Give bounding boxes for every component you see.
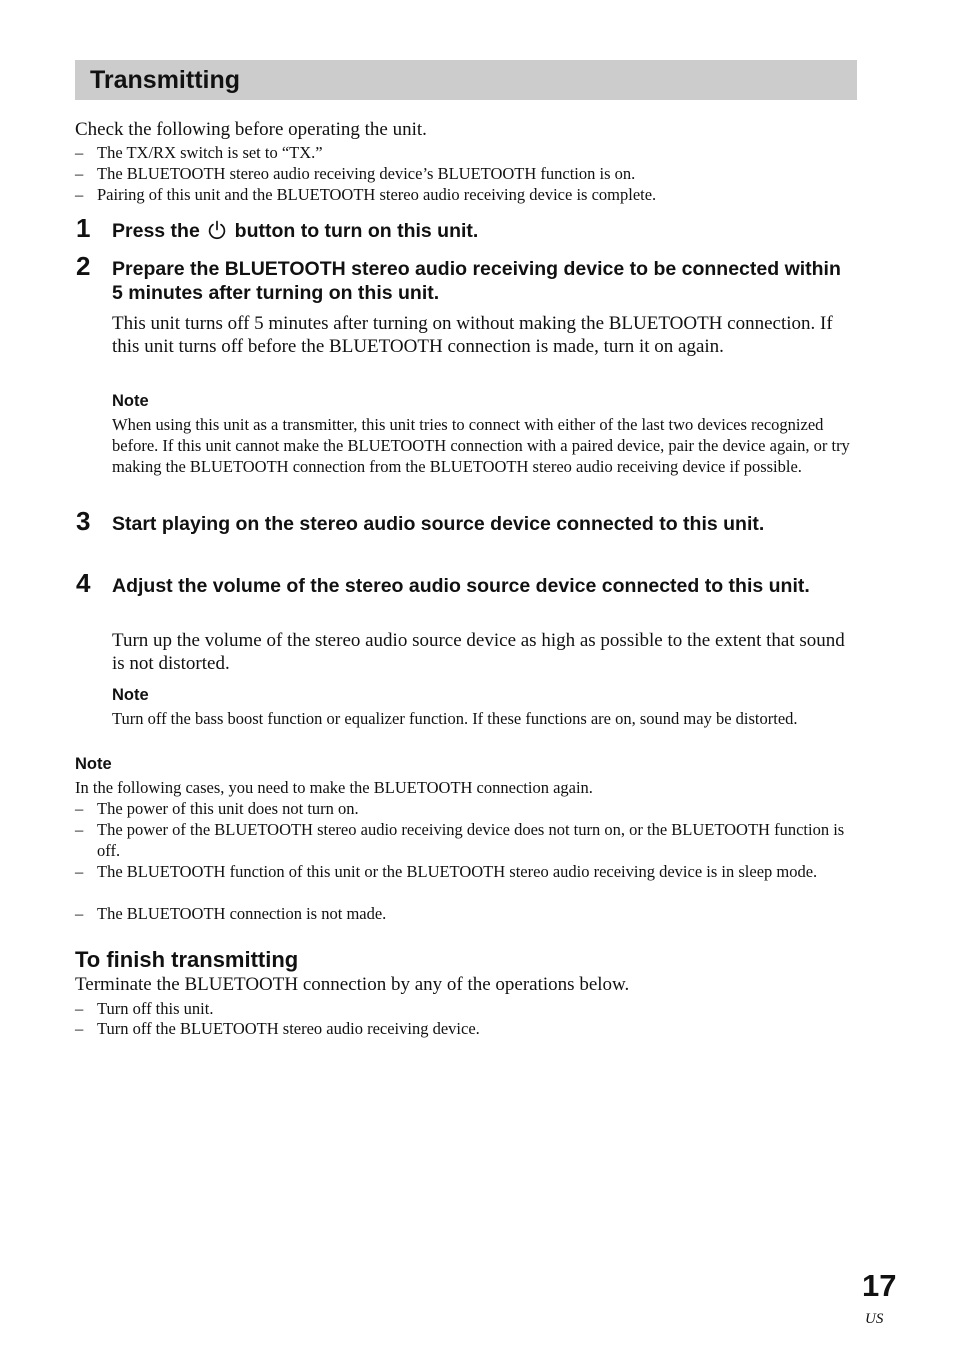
step-2-note-label: Note (112, 392, 149, 410)
dash-bullet: – (75, 904, 84, 923)
step-3-number: 3 (76, 506, 91, 536)
general-note-list-item (75, 861, 855, 882)
step-2-body: This unit turns off 5 minutes after turning on without making the BLUETOOTH connection. If this unit turns off before the BLUETOOTH connection is made, turn it on again. (112, 313, 833, 357)
dash-bullet: – (75, 1019, 84, 1038)
step-3-heading: Start playing on the stereo audio source device connected to this unit. (112, 513, 765, 535)
page-number: 17 (862, 1268, 897, 1303)
general-note-list-item-text: The BLUETOOTH function of this unit or the BLUETOOTH stereo audio receiving device is in sleep mode. (97, 862, 818, 881)
step-4-note-text: Turn off the bass boost function or equalizer function. If these functions are on, sound may be distorted. (112, 709, 798, 728)
dash-bullet: – (75, 164, 84, 183)
step-2-number: 2 (76, 251, 91, 281)
section-header-bar (75, 60, 857, 100)
general-note-lead: In the following cases, you need to make the BLUETOOTH connection again. (75, 778, 593, 797)
general-note-list-item (75, 798, 865, 819)
intro-lead: Check the following before operating the unit. (75, 119, 427, 140)
intro-list-item-text: Pairing of this unit and the BLUETOOTH stereo audio receiving device is complete. (97, 185, 657, 204)
dash-bullet: – (75, 999, 84, 1018)
dash-bullet: – (75, 799, 84, 818)
finish-list-item (75, 1018, 865, 1039)
step-1-heading (112, 219, 857, 246)
intro-list-item-text: The TX/RX switch is set to “TX.” (97, 143, 323, 162)
finish-list-item-text: Turn off this unit. (97, 999, 214, 1018)
step-1-heading-before: Press the (112, 220, 200, 242)
step-4-number: 4 (76, 568, 91, 598)
general-note-list-item (75, 819, 855, 861)
dash-bullet: – (75, 185, 84, 204)
step-2-note-text: When using this unit as a transmitter, this unit tries to connect with either of the last two devices recognized before. If this unit cannot make the BLUETOOTH connection with a paired device, pair the device again, or try making the BLUETOOTH connection from the BLUETOOTH stereo audio receiving device if possible. (112, 415, 850, 476)
step-4-body: Turn up the volume of the stereo audio source device as high as possible to the extent that sound is not distorted. (112, 630, 845, 674)
page-region-code: US (865, 1311, 884, 1327)
section-title: Transmitting (90, 66, 241, 94)
step-1-heading-after: button to turn on this unit. (234, 220, 479, 242)
finish-lead: Terminate the BLUETOOTH connection by any of the operations below. (75, 974, 630, 995)
step-2-heading: Prepare the BLUETOOTH stereo audio receiving device to be connected within 5 minutes after turning on this unit. (112, 258, 841, 304)
intro-list-item-text: The BLUETOOTH stereo audio receiving device’s BLUETOOTH function is on. (97, 164, 636, 183)
general-note-list-item (75, 903, 865, 924)
dash-bullet: – (75, 862, 84, 881)
intro-list-item (75, 163, 865, 184)
dash-bullet: – (75, 820, 84, 839)
step-4-note-label: Note (112, 686, 149, 704)
finish-title: To finish transmitting (75, 947, 299, 972)
step-4-heading: Adjust the volume of the stereo audio source device connected to this unit. (112, 575, 810, 597)
general-note-list-item-text: The BLUETOOTH connection is not made. (97, 904, 387, 923)
dash-bullet: – (75, 143, 84, 162)
intro-list-item (75, 142, 865, 163)
finish-list-item (75, 998, 865, 1019)
intro-list-item (75, 184, 865, 205)
general-note-label: Note (75, 755, 112, 773)
general-note-list-item-text: The power of this unit does not turn on. (97, 799, 359, 818)
power-icon (207, 220, 227, 246)
general-note-list-item-text: The power of the BLUETOOTH stereo audio receiving device does not turn on, or the BLUETOOTH function is off. (97, 820, 845, 860)
step-1-number: 1 (76, 213, 91, 243)
finish-list-item-text: Turn off the BLUETOOTH stereo audio receiving device. (97, 1019, 480, 1038)
